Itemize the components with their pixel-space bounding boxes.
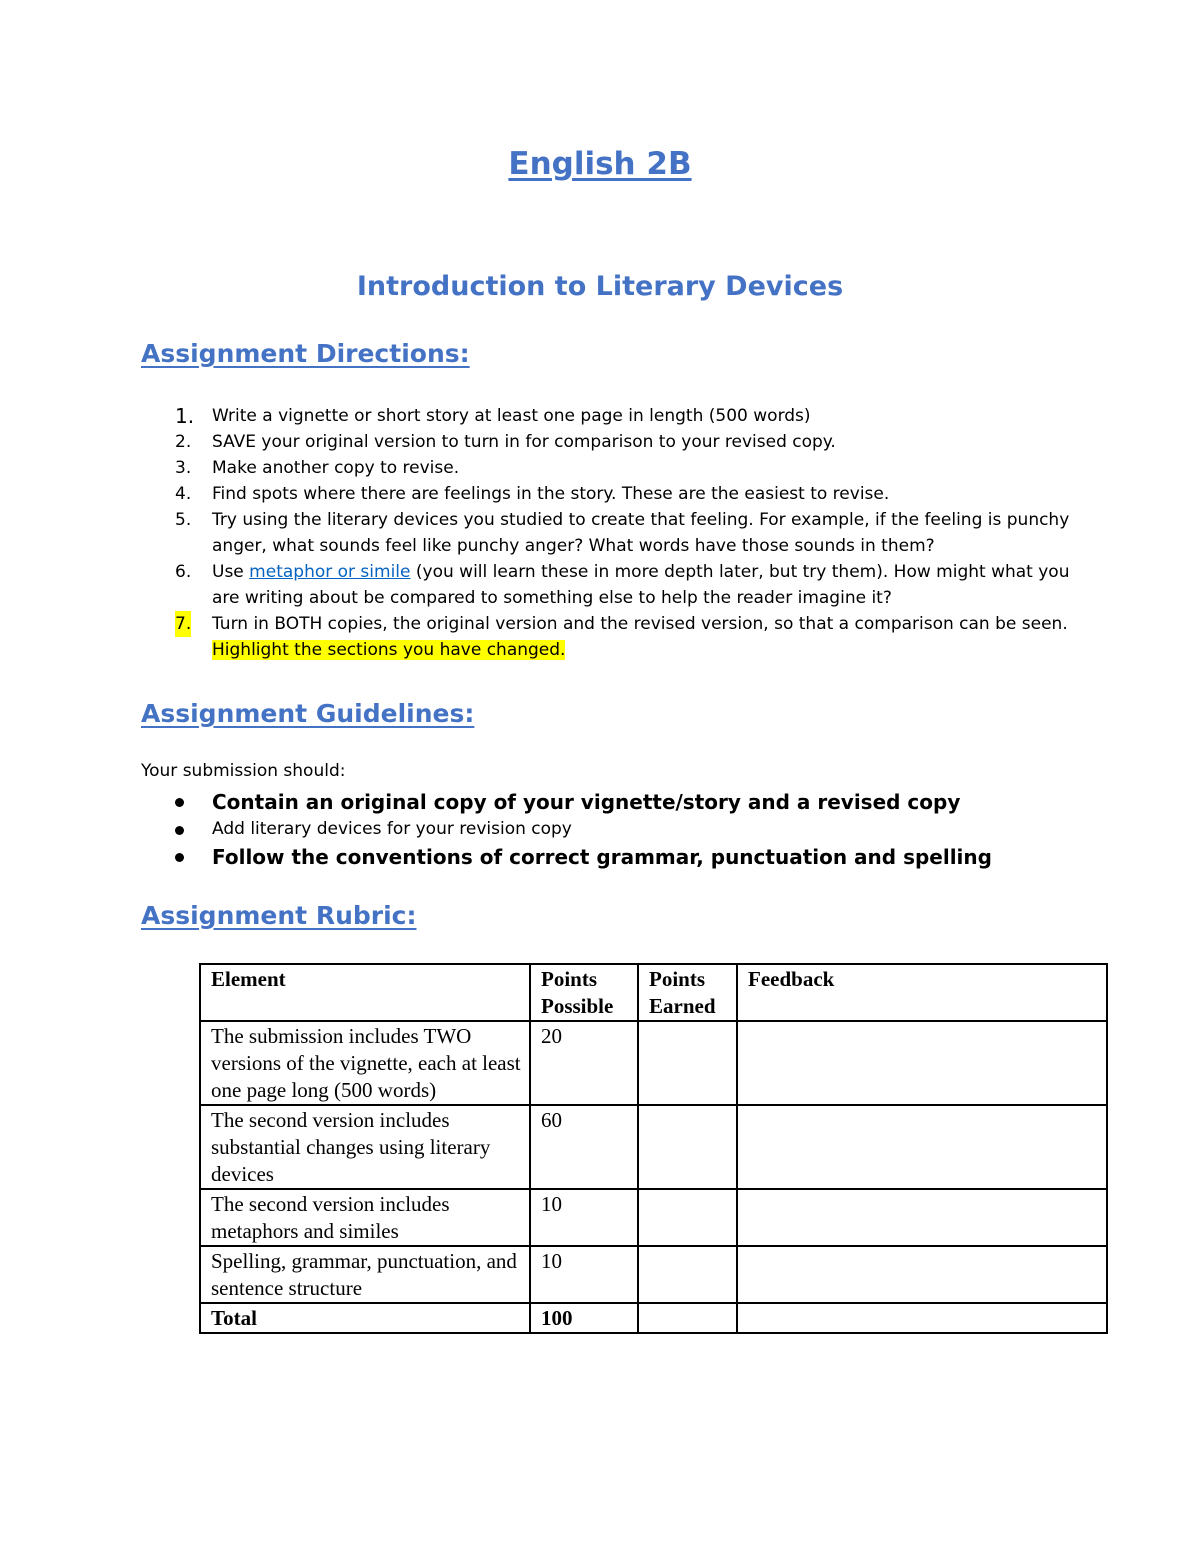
guideline-text: Follow the conventions of correct grammar, punctuation and spelling — [212, 845, 992, 869]
total-row — [200, 1303, 1107, 1333]
direction-number: 1. — [175, 404, 195, 428]
metaphor-simile-link[interactable]: metaphor or simile — [249, 562, 411, 582]
direction-text: Find spots where there are feelings in the story. These are the easiest to revise. — [212, 484, 890, 504]
direction-text: Turn in BOTH copies, the original version and the revised version, so that a comparison can be seen. — [212, 614, 1068, 634]
guideline-text: Contain an original copy of your vignette/story and a revised copy — [212, 790, 961, 814]
column-header-feedback: Feedback — [737, 964, 1107, 1021]
column-header-element: Element — [200, 964, 530, 1021]
direction-text-prefix: Use — [212, 562, 250, 582]
guideline-item — [141, 817, 1081, 842]
column-header-points-possible: Points Possible — [530, 964, 638, 1021]
feedback-cell[interactable] — [737, 1021, 1107, 1105]
points-earned-cell[interactable] — [638, 1246, 737, 1303]
total-feedback[interactable] — [737, 1303, 1107, 1333]
direction-text: Make another copy to revise. — [212, 458, 460, 478]
direction-item-3 — [141, 455, 1081, 481]
direction-number: 2. — [175, 432, 192, 452]
direction-number: 6. — [175, 562, 192, 582]
direction-item-2 — [141, 429, 1081, 455]
element-cell: The second version includes substantial changes using literary devices — [200, 1105, 530, 1189]
bullet-icon — [175, 853, 184, 862]
guideline-text: Add literary devices for your revision copy — [212, 819, 572, 839]
total-label: Total — [200, 1303, 530, 1333]
guideline-item — [141, 787, 1081, 817]
direction-text: Try using the literary devices you studied to create that feeling. For example, if the feeling is punchy anger, what sounds feel like punchy anger? What words have those sounds in them? — [212, 510, 1070, 556]
guidelines-list — [141, 787, 1081, 872]
points-possible-cell: 10 — [530, 1189, 638, 1246]
guidelines-intro: Your submission should: — [141, 761, 346, 781]
element-cell: The submission includes TWO versions of the vignette, each at least one page long (500 words) — [200, 1021, 530, 1105]
direction-item-5 — [141, 507, 1081, 559]
directions-heading: Assignment Directions: — [141, 339, 470, 368]
document-title: English 2B — [508, 146, 692, 182]
highlighted-instruction: Highlight the sections you have changed. — [212, 640, 566, 660]
table-row — [200, 1021, 1107, 1105]
points-possible-cell: 20 — [530, 1021, 638, 1105]
element-cell: The second version includes metaphors and similes — [200, 1189, 530, 1246]
total-points-possible: 100 — [530, 1303, 638, 1333]
direction-item-4 — [141, 481, 1081, 507]
element-cell: Spelling, grammar, punctuation, and sentence structure — [200, 1246, 530, 1303]
feedback-cell[interactable] — [737, 1246, 1107, 1303]
guideline-item — [141, 842, 1081, 872]
direction-number: 4. — [175, 484, 192, 504]
feedback-cell[interactable] — [737, 1105, 1107, 1189]
direction-number: 7. — [175, 611, 191, 637]
points-earned-cell[interactable] — [638, 1105, 737, 1189]
feedback-cell[interactable] — [737, 1189, 1107, 1246]
direction-item-7 — [141, 611, 1081, 663]
bullet-icon — [175, 826, 184, 835]
points-earned-cell[interactable] — [638, 1189, 737, 1246]
table-row — [200, 1246, 1107, 1303]
table-row — [200, 1105, 1107, 1189]
directions-list — [141, 403, 1081, 663]
points-possible-cell: 60 — [530, 1105, 638, 1189]
direction-number: 5. — [175, 510, 192, 530]
direction-text: Write a vignette or short story at least one page in length (500 words) — [212, 406, 811, 426]
guidelines-heading: Assignment Guidelines: — [141, 699, 475, 728]
points-possible-cell: 10 — [530, 1246, 638, 1303]
rubric-table — [199, 963, 1108, 1334]
direction-text: SAVE your original version to turn in for comparison to your revised copy. — [212, 432, 836, 452]
direction-text-suffix: (you will learn these in more depth later, but try them). How might what you are writing about be compared to something else to help the reader imagine it? — [212, 562, 1070, 608]
column-header-points-earned: Points Earned — [638, 964, 737, 1021]
direction-item-6 — [141, 559, 1081, 611]
direction-number: 3. — [175, 458, 192, 478]
table-header-row — [200, 964, 1107, 1021]
total-points-earned[interactable] — [638, 1303, 737, 1333]
points-earned-cell[interactable] — [638, 1021, 737, 1105]
rubric-heading: Assignment Rubric: — [141, 901, 417, 930]
direction-item-1 — [141, 403, 1081, 429]
document-subtitle: Introduction to Literary Devices — [356, 271, 844, 302]
table-row — [200, 1189, 1107, 1246]
bullet-icon — [175, 798, 184, 807]
